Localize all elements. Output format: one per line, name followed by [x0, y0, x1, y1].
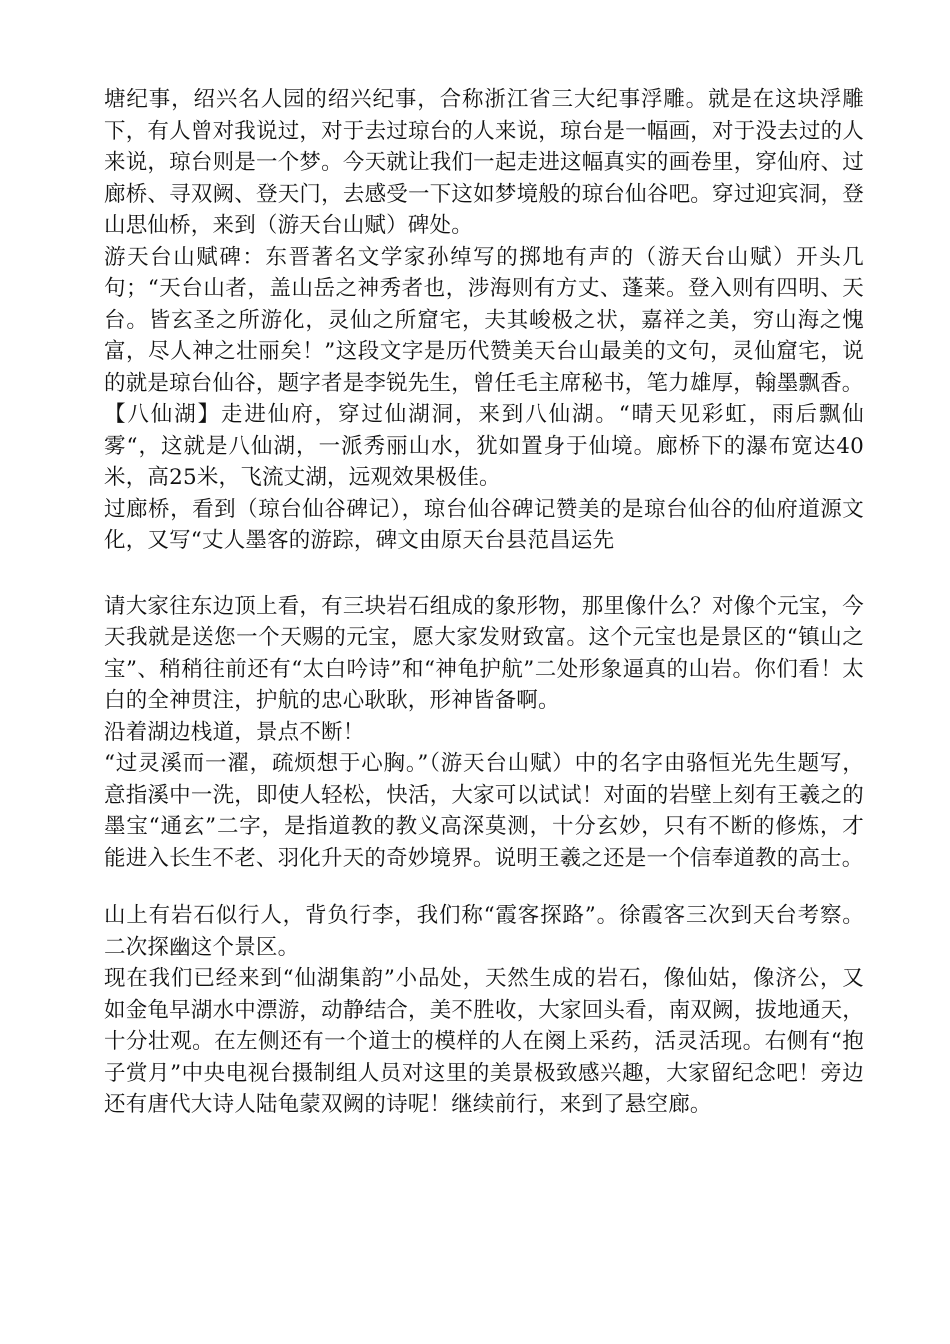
paragraph-intro: 塘纪事，绍兴名人园的绍兴纪事，合称浙江省三大纪事浮雕。就是在这块浮雕下，有人曾对我说过，对于去过琼台的人来说，琼台是一幅画，对于没去过的人来说，琼台则是一个梦。今天就让我们一起走进这幅真实的画卷里，穿仙府、过廊桥、寻双阙、登天门，去感受一下这如梦境般的琼台仙谷吧。穿过迎宾洞，登山思仙桥，来到（游天台山赋）碑处。: [104, 87, 864, 238]
paragraph-baxian-lake: 【八仙湖】走进仙府，穿过仙湖洞，来到八仙湖。“晴天见彩虹，雨后飘仙雾“，这就是八仙湖，一派秀丽山水，犹如置身于仙境。廊桥下的瀑布宽达40米，高25米，飞流丈湖，远观效果极佳。: [104, 402, 864, 490]
section-gap: [104, 557, 864, 591]
paragraph-xianhu-jiyun: 现在我们已经来到“仙湖集韵”小品处，天然生成的岩石，像仙姑，像济公，又如金龟早湖水中漂游，动静结合，美不胜收，大家回头看，南双阙，拔地通天，十分壮观。在左侧还有一个道士的模样的人在阕上采药，活灵活现。右侧有“抱子赏月”中央电视台摄制组人员对这里的美景极致感兴趣，大家留纪念吧！旁边还有唐代大诗人陆龟蒙双阙的诗呢！继续前行，来到了悬空廊。: [104, 966, 864, 1117]
paragraph-bridge-stele: 过廊桥，看到（琼台仙谷碑记），琼台仙谷碑记赞美的是琼台仙谷的仙府道源文化，又写“丈人墨客的游踪，碑文由原天台县范昌运先: [104, 496, 864, 553]
document-page: [104, 84, 864, 1121]
paragraph-lingxi: “过灵溪而一濯，疏烦想于心胸。”（游天台山赋）中的名字由骆恒光先生题写，意指溪中一洗，即使人轻松，快活，大家可以试试！对面的岩壁上刻有王羲之的墨宝“通玄”二字，是指道教的教义高深莫测，十分玄妙，只有不断的修炼，才能进入长生不老、羽化升天的奇妙境界。说明王羲之还是一个信奉道教的高士。: [104, 751, 864, 871]
paragraph-lakeside-path: 沿着湖边栈道，景点不断！: [104, 719, 365, 745]
paragraph-fu-stele: 游天台山赋碑：东晋著名文学家孙绰写的掷地有声的（游天台山赋）开头几句；“天台山者，盖山岳之神秀者也，涉海则有方丈、蓬莱。登入则有四明、天台。皆玄圣之所游化，灵仙之所窟宅，夫其峻极之状，嘉祥之美，穷山海之愧富，尽人神之壮丽矣！”这段文字是历代赞美天台山最美的文句，灵仙窟宅，说的就是琼台仙谷，题字者是李锐先生，曾任毛主席秘书，笔力雄厚，翰墨飘香。: [104, 244, 864, 396]
paragraph-yuanbao-rock: 请大家往东边顶上看，有三块岩石组成的象形物，那里像什么？对像个元宝，今天我就是送您一个天赐的元宝，愿大家发财致富。这个元宝也是景区的“镇山之宝”、稍稍往前还有“太白吟诗”和“神龟护航”二处形象逼真的山岩。你们看！太白的全神贯注，护航的忠心耿耿，形神皆备啊。: [104, 593, 864, 713]
paragraph-xiake: 山上有岩石似行人，背负行李，我们称“霞客探路”。徐霞客三次到天台考察。二次探幽这个景区。: [104, 903, 864, 960]
section-gap: [104, 874, 864, 900]
